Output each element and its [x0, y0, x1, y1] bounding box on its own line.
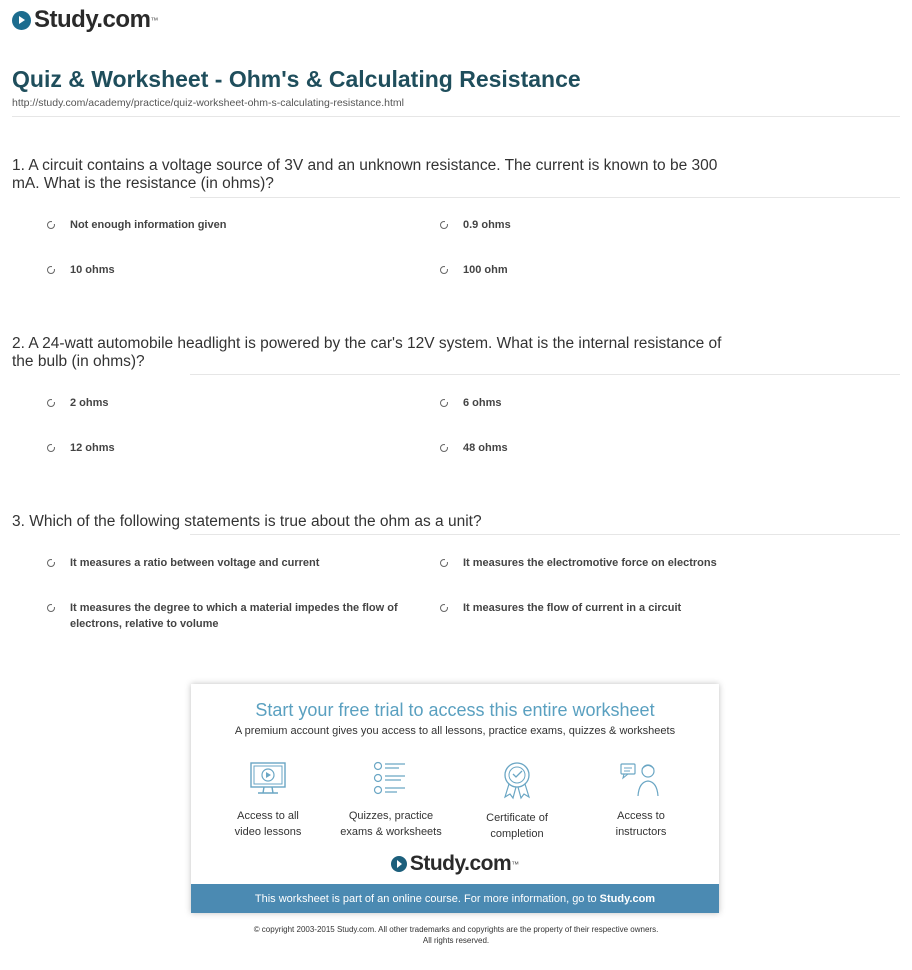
feature-certificate: [457, 760, 577, 842]
radio-icon[interactable]: [440, 444, 448, 452]
divider: [190, 197, 900, 198]
option-label: 2 ohms: [70, 397, 109, 409]
copyright-footer: [0, 924, 912, 946]
q2-option-c[interactable]: [47, 440, 115, 456]
q3-option-d[interactable]: [440, 600, 840, 616]
option-label: It measures a ratio between voltage and current: [70, 557, 320, 569]
option-label: 0.9 ohms: [463, 219, 511, 231]
option-label: 48 ohms: [463, 442, 508, 454]
cta-heading[interactable]: Start your free trial to access this entire worksheet: [255, 700, 655, 720]
option-label: It measures the degree to which a material impedes the flow of electrons, relative to volume: [70, 602, 398, 630]
rights-line: All rights reserved.: [422, 936, 490, 945]
feature-label-line: Access to all: [237, 810, 299, 822]
cta-subheading: A premium account gives you access to all lessons, practice exams, quizzes & worksheets: [234, 725, 676, 737]
radio-icon[interactable]: [47, 221, 55, 229]
copyright-line: © copyright 2003-2015 Study.com. All other trademarks and copyrights are the property of their respective owners.: [253, 925, 659, 934]
feature-label-line: exams & worksheets: [340, 826, 442, 838]
question-1-text: 1. A circuit contains a voltage source of 3V and an unknown resistance. The current is known to be 300 mA. What is the resistance (in ohms)?: [12, 157, 718, 192]
radio-icon[interactable]: [440, 559, 448, 567]
logo-text: Study.com: [34, 6, 151, 33]
question-2-text: 2. A 24-watt automobile headlight is powered by the car's 12V system. What is the internal resistance of the bulb (in ohms)?: [12, 335, 722, 370]
q3-option-a[interactable]: [47, 555, 427, 571]
option-label: 100 ohm: [463, 264, 508, 276]
feature-label: [208, 808, 328, 840]
option-label: 6 ohms: [463, 397, 502, 409]
play-logo-icon: [12, 11, 31, 30]
question-3-text: 3. Which of the following statements is true about the ohm as a unit?: [12, 513, 482, 530]
site-logo[interactable]: [12, 6, 158, 34]
logo-trademark: ™: [150, 15, 159, 25]
instructor-chat-icon: [619, 760, 663, 798]
video-monitor-icon: [248, 760, 288, 798]
page-title: Quiz & Worksheet - Ohm's & Calculating Resistance: [12, 66, 581, 92]
radio-icon[interactable]: [47, 604, 55, 612]
feature-label: [581, 808, 701, 840]
divider: [12, 116, 900, 117]
q2-option-a[interactable]: [47, 395, 109, 411]
radio-icon[interactable]: [47, 399, 55, 407]
play-logo-icon: [391, 856, 407, 872]
logo-trademark: ™: [511, 859, 520, 869]
radio-icon[interactable]: [440, 266, 448, 274]
option-label: It measures the flow of current in a circuit: [463, 602, 682, 614]
q1-option-b[interactable]: [440, 217, 511, 233]
feature-label-line: Access to: [617, 810, 665, 822]
feature-label-line: Certificate of: [486, 812, 548, 824]
feature-quizzes: [331, 760, 451, 840]
option-label: 12 ohms: [70, 442, 115, 454]
page-url[interactable]: http://study.com/academy/practice/quiz-worksheet-ohm-s-calculating-resistance.html: [12, 97, 404, 109]
certificate-ribbon-icon: [497, 760, 537, 800]
radio-icon[interactable]: [47, 266, 55, 274]
cta-logo[interactable]: [191, 852, 719, 876]
radio-icon[interactable]: [440, 399, 448, 407]
feature-label-line: instructors: [615, 826, 667, 838]
feature-label-line: Quizzes, practice: [348, 810, 434, 822]
radio-icon[interactable]: [47, 559, 55, 567]
divider: [190, 374, 900, 375]
feature-video-lessons: [208, 760, 328, 840]
q1-option-a[interactable]: [47, 217, 226, 233]
option-label: Not enough information given: [70, 219, 227, 231]
divider: [190, 534, 900, 535]
feature-instructors: [581, 760, 701, 840]
feature-label-line: video lessons: [234, 826, 302, 838]
q2-option-b[interactable]: [440, 395, 502, 411]
q2-option-d[interactable]: [440, 440, 508, 456]
feature-label: [457, 810, 577, 842]
feature-label-line: completion: [490, 828, 544, 840]
logo-text: Study.com: [409, 852, 512, 875]
q3-option-b[interactable]: [440, 555, 840, 571]
q1-option-d[interactable]: [440, 262, 508, 278]
radio-icon[interactable]: [440, 604, 448, 612]
course-info-text: This worksheet is part of an online course. For more information, go to: [254, 892, 597, 905]
option-label: It measures the electromotive force on electrons: [463, 557, 717, 569]
option-label: 10 ohms: [70, 264, 115, 276]
q1-option-c[interactable]: [47, 262, 115, 278]
radio-icon[interactable]: [440, 221, 448, 229]
checklist-icon: [371, 760, 411, 798]
course-info-link[interactable]: Study.com: [599, 892, 656, 905]
feature-label: [331, 808, 451, 840]
free-trial-panel: [191, 684, 719, 913]
q3-option-c[interactable]: [47, 600, 427, 632]
radio-icon[interactable]: [47, 444, 55, 452]
course-info-bar: [191, 884, 719, 913]
